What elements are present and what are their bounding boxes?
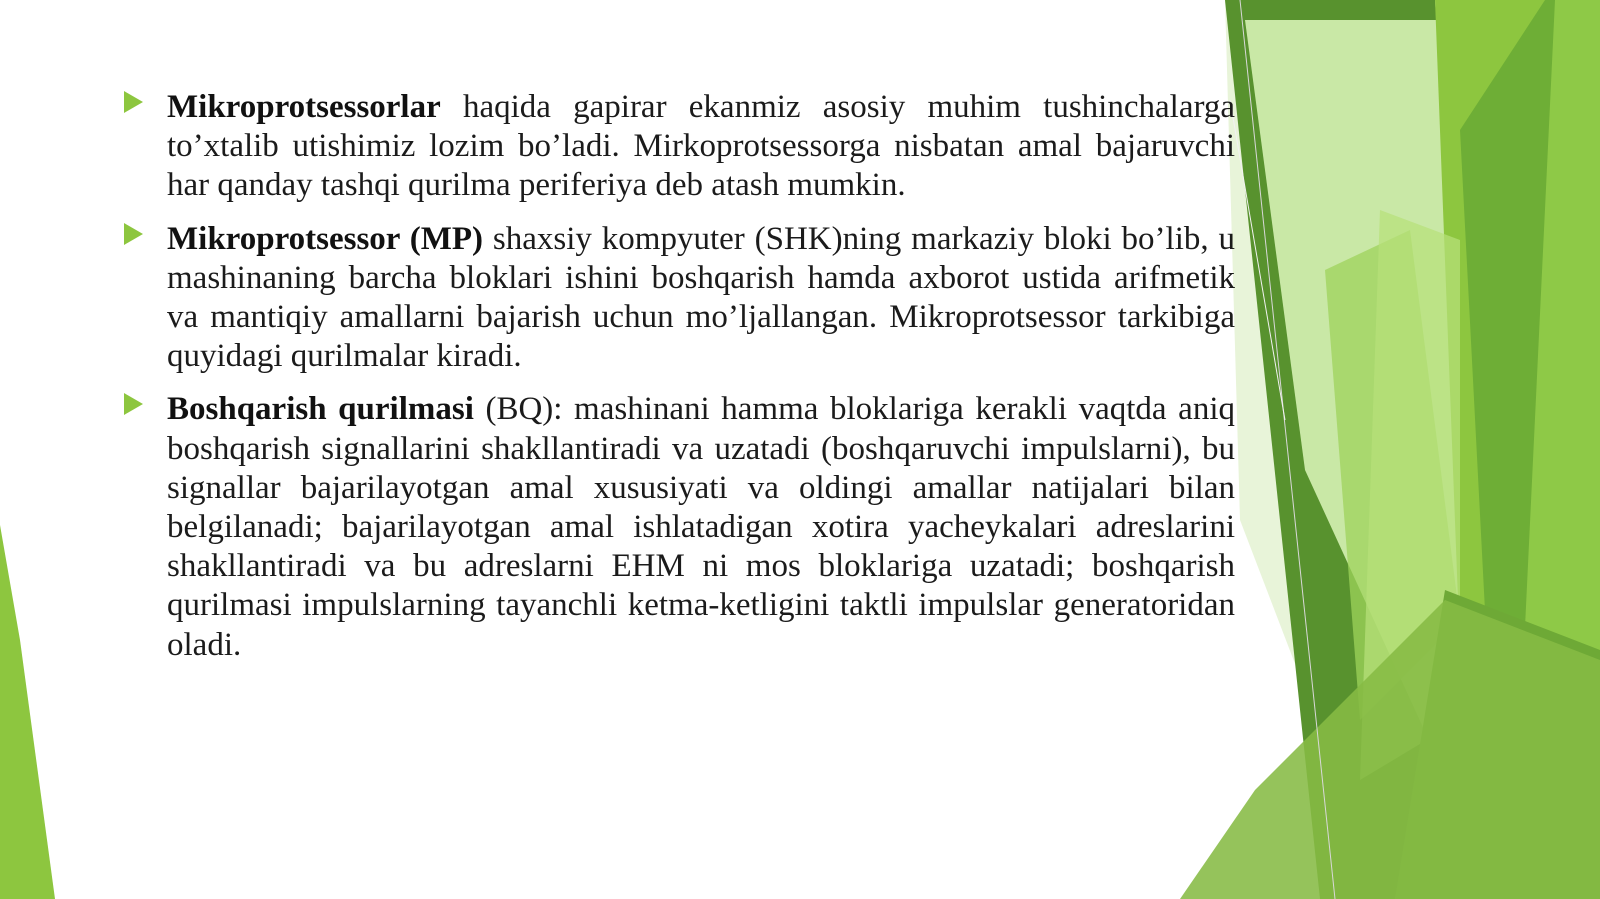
bullet-description: shaxsiy kompyuter (SHK)ning markaziy bloki bo’lib, u mashinaning barcha bloklari ishini boshqarish hamda axborot ustida arifmetik va mantiqiy amallarni bajarish uchun mo’ljallangan. Mikroprotsessor tarkibiga quyidagi qurilmalar kiradi.	[167, 220, 1235, 375]
bullet-item-control-unit	[120, 390, 1235, 664]
bullet-paragraph	[167, 220, 1235, 377]
bullet-term: Mikroprotsessorlar	[167, 89, 441, 125]
triangle-bullet-icon	[124, 223, 143, 245]
triangle-bullet-icon	[124, 393, 143, 415]
bullet-item-microprocessor-mp	[120, 220, 1235, 377]
bullet-list	[120, 88, 1235, 679]
bullet-term: Boshqarish qurilmasi	[167, 391, 474, 428]
bullet-description: haqida gapirar ekanmiz asosiy muhim tushinchalarga to’xtalib utishimiz lozim bo’ladi. Mirkoprotsessorga nisbatan amal bajaruvchi har qanday tashqi qurilma periferiya deb atash mumkin.	[167, 89, 1235, 204]
bullet-paragraph	[167, 390, 1235, 664]
bullet-item-microprocessors	[120, 88, 1235, 206]
triangle-bullet-icon	[124, 91, 143, 113]
bullet-description: (BQ): mashinani hamma bloklariga kerakli vaqtda aniq boshqarish signallarini shakllantiradi va uzatadi (boshqaruvchi impulslarni), bu signallar bajarilayotgan amal xususiyati va oldingi amallar natijalari bilan belgilanadi; bajarilayotgan amal ishlatadigan xotira yacheykalari adreslarini shakllantiradi va bu adreslarni EHM ni mos bloklariga uzatadi; boshqarish qurilmasi impulslarning tayanchli ketma-ketligini taktli impulslar generatoridan oladi.	[167, 391, 1235, 663]
bullet-paragraph	[167, 88, 1235, 206]
bullet-term: Mikroprotsessor (MP)	[167, 220, 484, 257]
